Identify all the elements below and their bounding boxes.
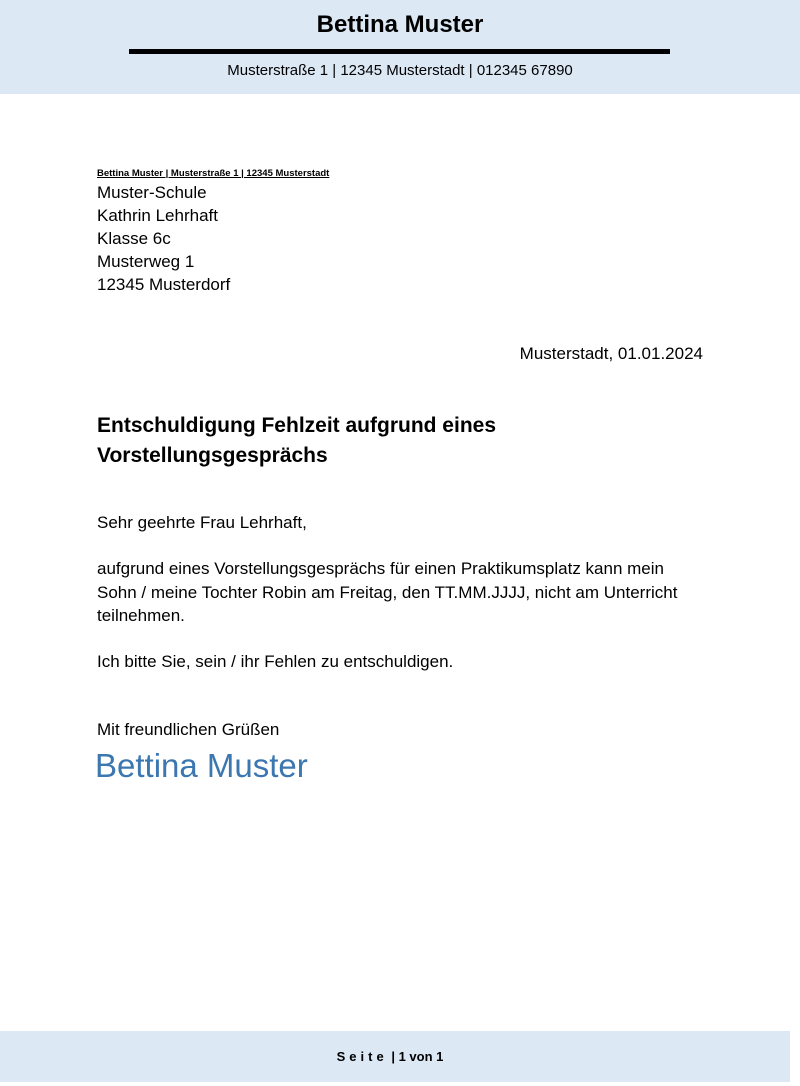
letter-body-paragraph: aufgrund eines Vorstellungsgesprächs für einen Praktikumsplatz kann mein Sohn / meine Tochter Robin am Freitag, den TT.MM.JJJJ, nicht am Unterricht teilnehmen. [97,559,678,625]
letter-subject: Entschuldigung Fehlzeit aufgrund eines Vorstellungsgesprächs [97,414,497,467]
recipient-address [97,181,230,296]
page-number [0,1047,780,1067]
recipient-line: Klasse 6c [97,229,171,248]
recipient-line: Kathrin Lehrhaft [97,206,218,225]
page-footer [0,1031,790,1082]
recipient-line: Musterweg 1 [97,252,195,271]
letterhead [0,0,800,94]
signature: Bettina Muster [95,747,308,784]
recipient-line: 12345 Musterdorf [97,275,231,294]
letterhead-divider [129,49,670,54]
letter-date: Musterstadt, 01.01.2024 [519,344,703,363]
page-count: | 1 von 1 [391,1049,444,1064]
letterhead-contact: Musterstraße 1 | 12345 Musterstadt | 012345 67890 [227,62,573,79]
letter-closing: Mit freundlichen Grüßen [97,720,280,739]
recipient-line: Muster-Schule [97,183,207,202]
letterhead-name: Bettina Muster [316,11,484,38]
letter-body-paragraph: Ich bitte Sie, sein / ihr Fehlen zu entschuldigen. [97,652,454,671]
sender-return-address: Bettina Muster | Musterstraße 1 | 12345 Musterstadt [97,168,330,179]
page-label: Seite [336,1049,388,1064]
letter-salutation: Sehr geehrte Frau Lehrhaft, [97,513,307,532]
